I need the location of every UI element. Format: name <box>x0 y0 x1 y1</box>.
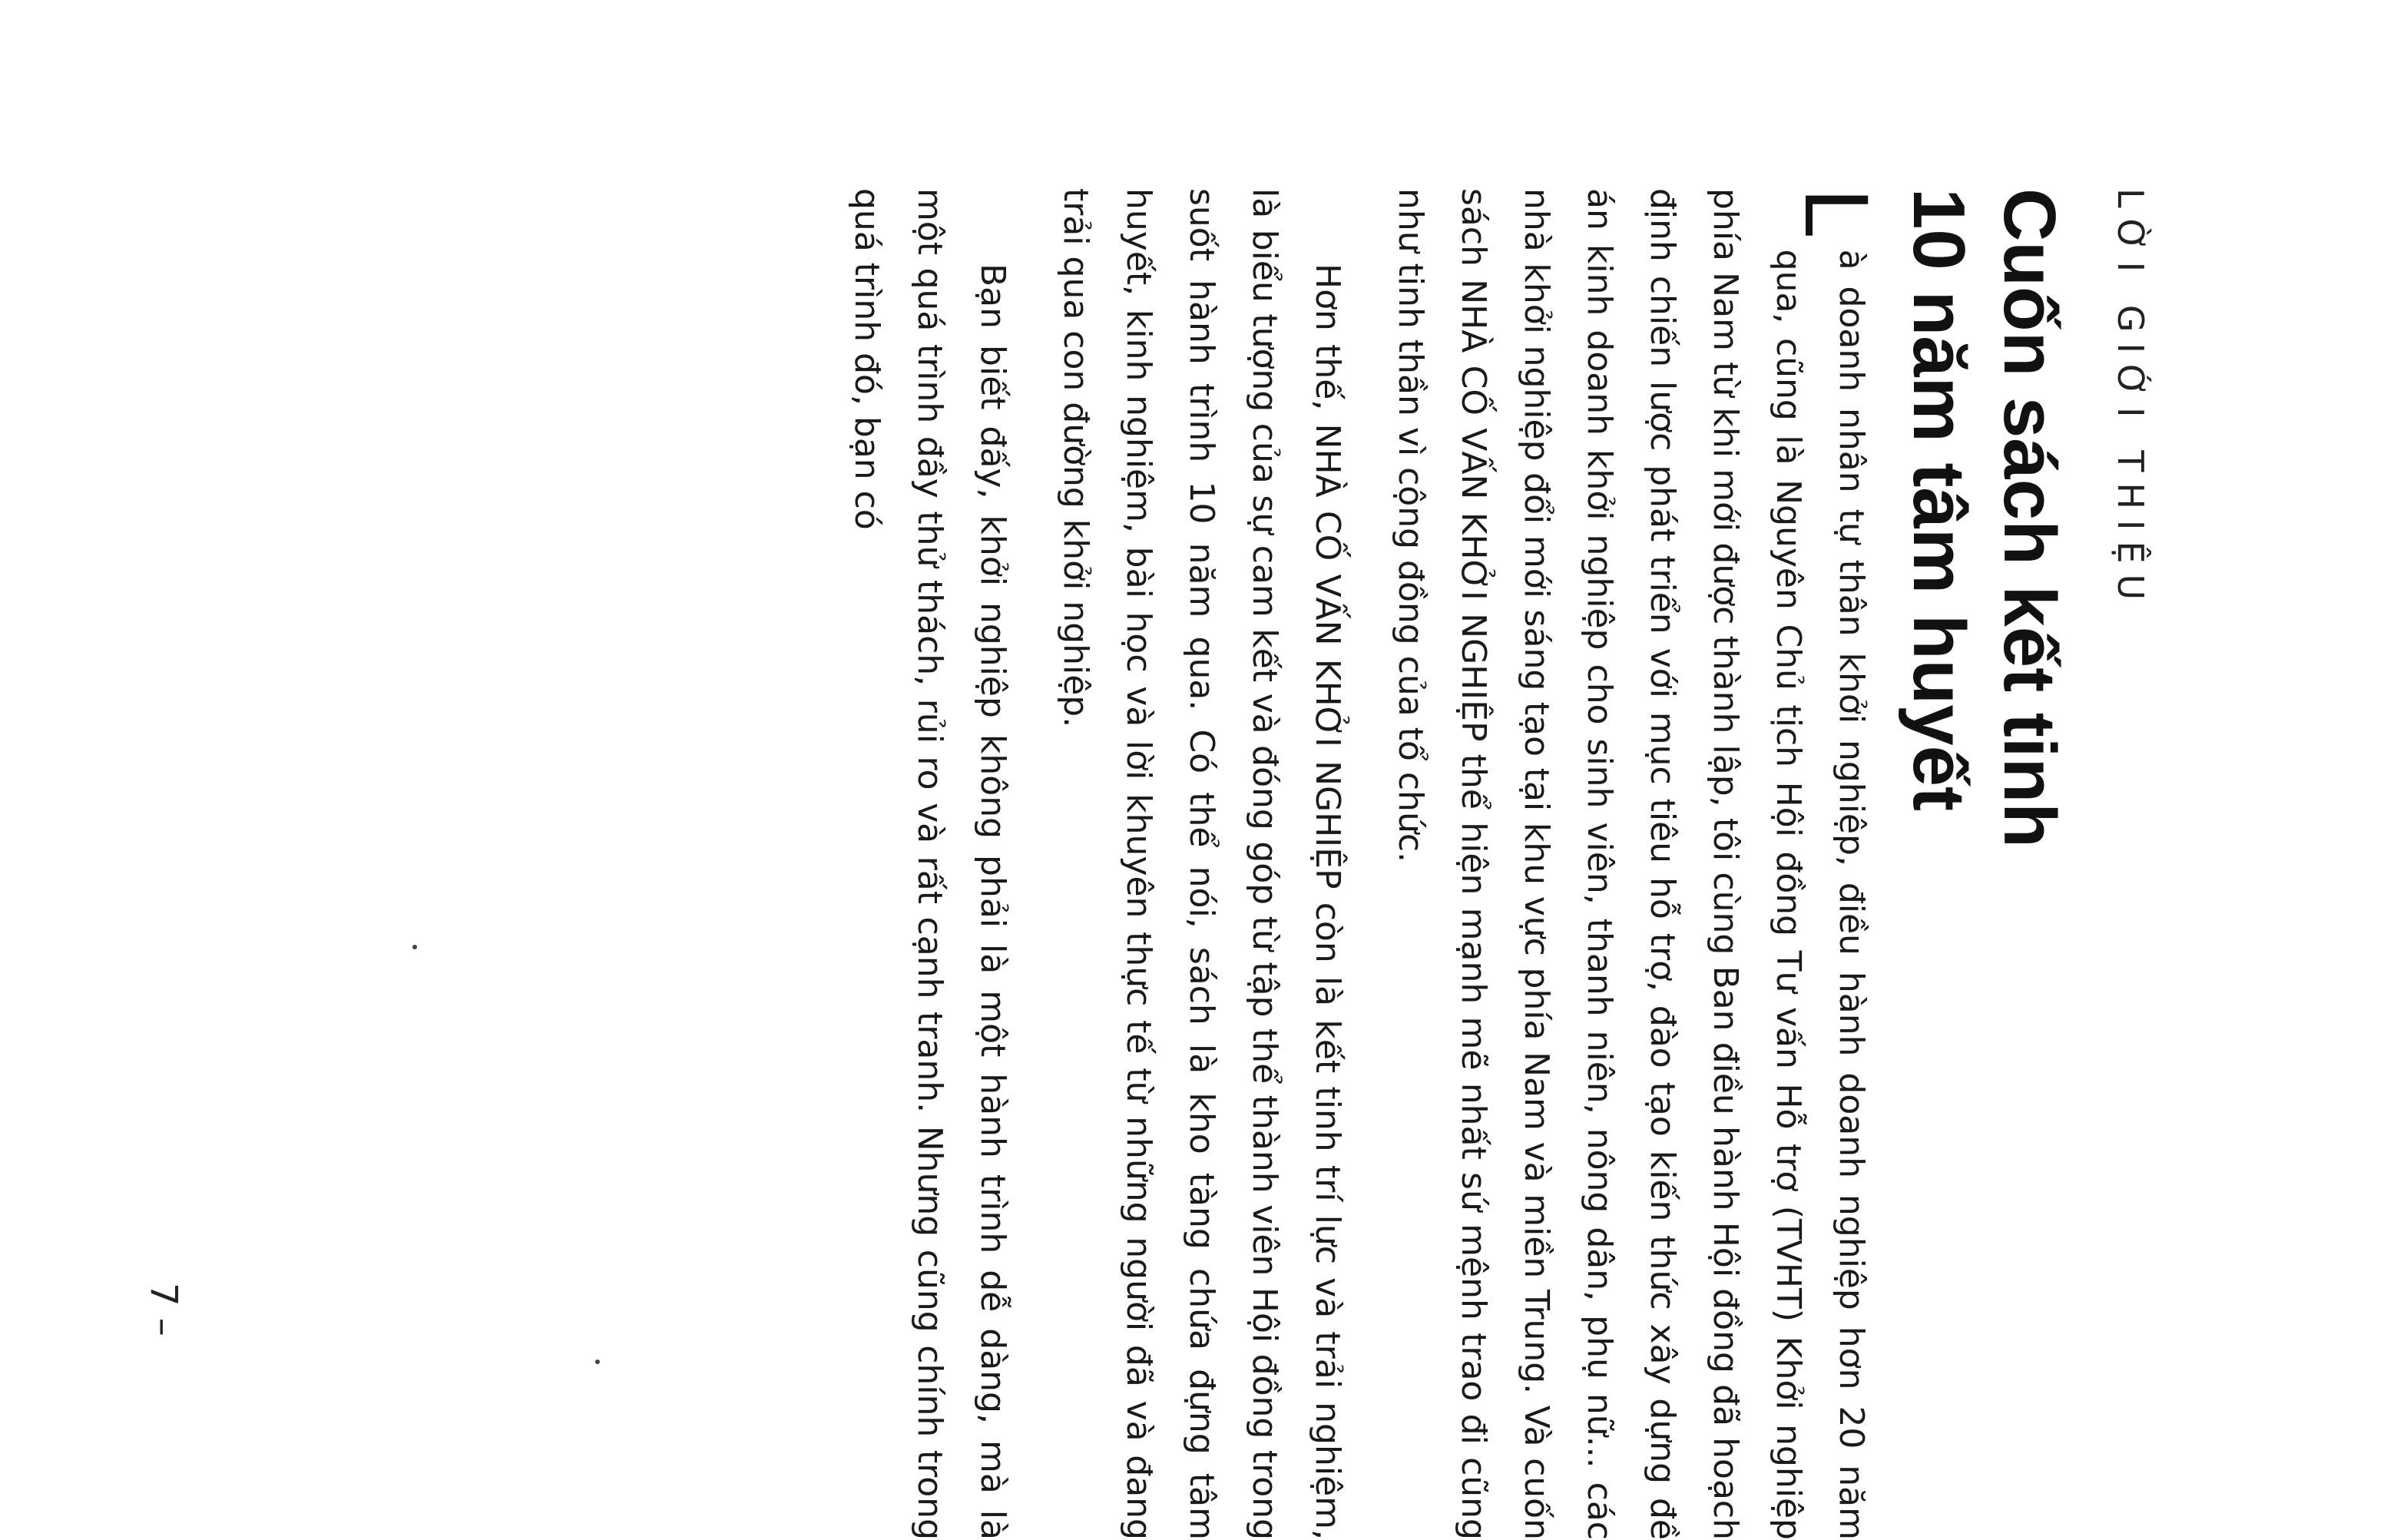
scan-speck <box>595 1360 600 1364</box>
body-text <box>835 188 1887 1540</box>
paragraph-2: Hơn thế, NHÀ CỐ VẤN KHỞI NGHIỆP còn là kết tinh trí lực và trải nghiệm, là biểu tượng của sự cam kết và đóng góp từ tập thể thành viên Hội đồng trong suốt hành trình 10 năm qua. Có thể nói, sách là kho tàng chứa đựng tâm huyết, kinh nghiệm, bài học và lời khuyên thực tế từ những người đã và đang trải qua con đường khởi nghiệp. <box>1056 188 1347 1540</box>
paragraph-1 <box>1379 188 1887 1540</box>
chapter-title <box>1893 188 2074 1340</box>
chapter-title-line-1: Cuốn sách kết tinh <box>1988 188 2071 848</box>
chapter-title-line-2: 10 năm tâm huyết <box>1898 188 1980 811</box>
section-label: LỜI GIỚI THIỆU <box>2110 188 2151 611</box>
paragraph-3: Bạn biết đấy, khởi nghiệp không phải là một hành trình dễ dàng, mà là một quá trình đầy thử thách, rủi ro và rất cạnh tranh. Nhưng cũng chính trong quá trình đó, bạn có <box>847 188 1012 1540</box>
page-number: 7 – <box>142 1283 185 1336</box>
drop-cap: L <box>1786 188 1887 239</box>
scan-speck <box>412 945 417 949</box>
paragraph-1-text: à doanh nhân tự thân khởi nghiệp, điều hành doanh nghiệp hơn 20 năm qua, cũng là Nguyên Chủ tịch Hội đồng Tư vấn Hỗ trợ (TVHT) Khởi nghiệp phía Nam từ khi mới được thành lập, tôi cùng Ban điều hành Hội đồng đã hoạch định chiến lược phát triển với mục tiêu hỗ trợ, đào tạo kiến thức xây dựng đề án kinh doanh khởi nghiệp cho sinh viên, thanh niên, nông dân, phụ nữ... các nhà khởi nghiệp đổi mới sáng tạo tại khu vực phía Nam và miền Trung. Và cuốn sách NHÀ CỐ VẤN KHỞI NGHIỆP thể hiện mạnh mẽ nhất sứ mệnh trao đi cũng như tinh thần vì cộng đồng của tổ chức. <box>1391 188 1871 1540</box>
